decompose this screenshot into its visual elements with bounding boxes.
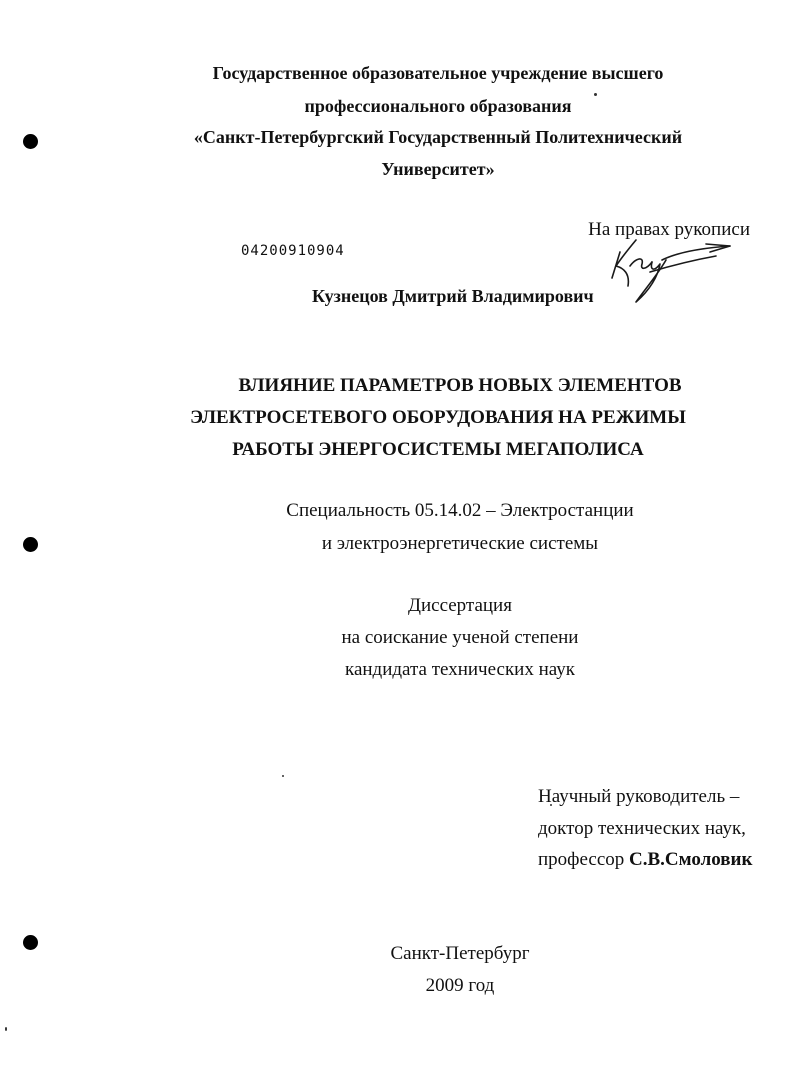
scan-speck bbox=[282, 775, 284, 777]
specialty-line-2: и электроэнергетические системы bbox=[321, 533, 599, 554]
supervisor-name: С.В.Смоловик bbox=[629, 849, 753, 870]
supervisor-line-2: доктор технических наук, bbox=[538, 818, 746, 839]
specialty-line-1: Специальность 05.14.02 – Электростанции bbox=[286, 500, 634, 521]
institution-line-4: Университет» bbox=[381, 159, 495, 179]
supervisor-line-1: Научный руководитель – bbox=[538, 786, 740, 807]
author-name: Кузнецов Дмитрий Владимирович bbox=[312, 286, 594, 306]
dissertation-title-line-1: ВЛИЯНИЕ ПАРАМЕТРОВ НОВЫХ ЭЛЕМЕНТОВ bbox=[238, 375, 682, 396]
place: Санкт-Петербург bbox=[390, 943, 530, 964]
author-signature bbox=[606, 230, 736, 306]
supervisor-line-3 bbox=[538, 849, 752, 871]
degree-line-2: на соискание ученой степени bbox=[341, 627, 579, 648]
supervisor-title: профессор bbox=[538, 849, 630, 870]
institution-line-3: «Санкт-Петербургский Государственный Политехнический bbox=[193, 127, 683, 147]
year: 2009 год bbox=[425, 975, 495, 996]
manuscript-note: На правах рукописи bbox=[588, 219, 750, 240]
degree-line-3: кандидата технических наук bbox=[345, 659, 575, 680]
dissertation-title-line-3: РАБОТЫ ЭНЕРГОСИСТЕМЫ МЕГАПОЛИСА bbox=[232, 439, 644, 460]
scan-speck bbox=[5, 1027, 7, 1031]
institution-line-1: Государственное образовательное учреждение высшего bbox=[212, 63, 664, 83]
dissertation-title-line-2: ЭЛЕКТРОСЕТЕВОГО ОБОРУДОВАНИЯ НА РЕЖИМЫ bbox=[190, 407, 686, 428]
institution-line-2: профессионального образования bbox=[304, 96, 572, 116]
degree-line-1: Диссертация bbox=[408, 595, 512, 616]
registration-number: 04200910904 bbox=[241, 243, 345, 259]
